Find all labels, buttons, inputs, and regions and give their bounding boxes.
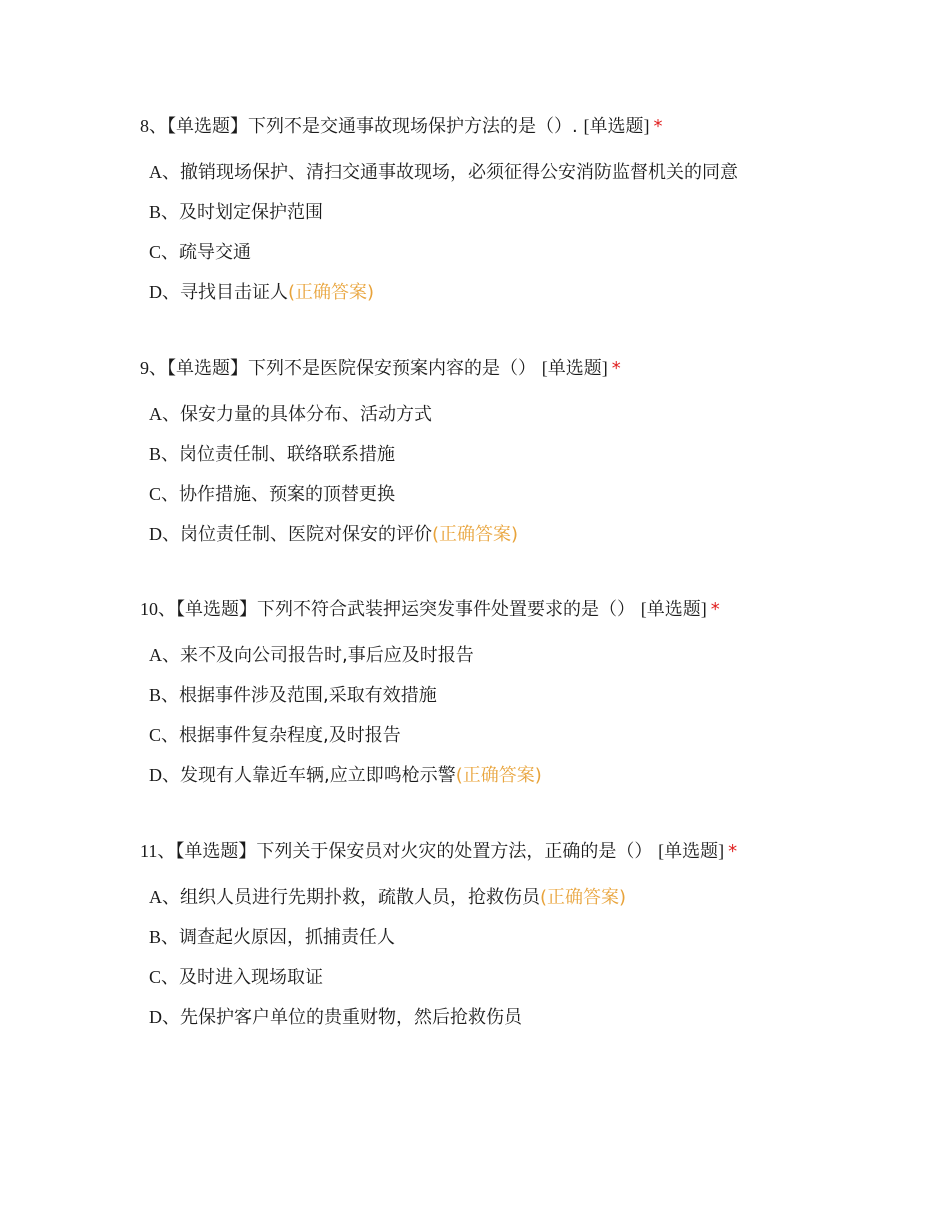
- option-text: 发现有人靠近车辆,应立即鸣枪示警: [180, 765, 456, 786]
- option-letter: A、: [149, 404, 180, 424]
- option-b: [149, 683, 860, 707]
- option-b: [149, 925, 860, 949]
- option-letter: D、: [149, 282, 180, 302]
- option-text: 协作措施、预案的顶替更换: [179, 484, 396, 505]
- question-title: [140, 114, 860, 138]
- question-text: 【单选题】下列不是交通事故现场保护方法的是（）.: [167, 116, 584, 137]
- question-number: 11、: [140, 841, 176, 861]
- option-text: 组织人员进行先期扑救，疏散人员，抢救伤员: [180, 887, 540, 908]
- correct-answer-label: (正确答案): [455, 765, 542, 786]
- question-type-tag: [单选题]: [583, 116, 650, 136]
- options-list: [140, 885, 860, 1029]
- option-text: 及时进入现场取证: [179, 967, 324, 988]
- question-8: [140, 114, 860, 320]
- option-text: 岗位责任制、医院对保安的评价: [180, 524, 432, 545]
- option-letter: D、: [149, 765, 180, 785]
- required-mark: *: [611, 358, 621, 379]
- question-9: [140, 356, 860, 562]
- option-text: 调查起火原因，抓捕责任人: [179, 927, 396, 948]
- question-number: 8、: [140, 116, 167, 136]
- question-title: [140, 356, 860, 380]
- option-letter: C、: [149, 967, 180, 987]
- option-text: 保安力量的具体分布、活动方式: [180, 404, 432, 425]
- option-letter: C、: [149, 484, 180, 504]
- option-text: 岗位责任制、联络联系措施: [179, 444, 396, 465]
- option-b: [149, 442, 860, 466]
- question-type-tag: [单选题]: [658, 841, 725, 861]
- option-text: 来不及向公司报告时,事后应及时报告: [180, 645, 474, 666]
- option-letter: B、: [149, 685, 180, 705]
- option-d: [149, 280, 860, 304]
- option-letter: B、: [149, 202, 180, 222]
- question-text: 【单选题】下列不是医院保安预案内容的是（）: [167, 358, 536, 379]
- option-text: 先保护客户单位的贵重财物，然后抢救伤员: [180, 1007, 522, 1028]
- option-letter: A、: [149, 887, 180, 907]
- option-a: [149, 402, 860, 426]
- question-type-tag: [单选题]: [541, 358, 608, 378]
- option-text: 寻找目击证人: [180, 282, 288, 303]
- question-text: 【单选题】下列关于保安员对火灾的处置方法，正确的是（）: [175, 841, 653, 862]
- option-c: [149, 482, 860, 506]
- required-mark: *: [653, 116, 663, 137]
- option-letter: A、: [149, 162, 180, 182]
- question-title: [140, 839, 860, 863]
- correct-answer-label: (正确答案): [540, 887, 627, 908]
- option-d: [149, 522, 860, 546]
- question-number: 10、: [140, 599, 176, 619]
- correct-answer-label: (正确答案): [288, 282, 375, 303]
- option-letter: B、: [149, 444, 180, 464]
- option-letter: B、: [149, 927, 180, 947]
- option-b: [149, 200, 860, 224]
- required-mark: *: [710, 599, 720, 620]
- question-type-tag: [单选题]: [640, 599, 707, 619]
- required-mark: *: [728, 841, 738, 862]
- question-10: [140, 597, 860, 803]
- option-a: [149, 160, 860, 184]
- option-text: 根据事件复杂程度,及时报告: [179, 725, 401, 746]
- option-c: [149, 240, 860, 264]
- option-d: [149, 1005, 860, 1029]
- option-text: 撤销现场保护、清扫交通事故现场，必须征得公安消防监督机关的同意: [180, 162, 738, 183]
- question-title: [140, 597, 860, 621]
- option-letter: D、: [149, 524, 180, 544]
- option-c: [149, 723, 860, 747]
- correct-answer-label: (正确答案): [432, 524, 519, 545]
- option-letter: D、: [149, 1007, 180, 1027]
- option-letter: A、: [149, 645, 180, 665]
- option-text: 及时划定保护范围: [179, 202, 324, 223]
- option-text: 根据事件涉及范围,采取有效措施: [179, 685, 437, 706]
- option-d: [149, 763, 860, 787]
- option-a: [149, 885, 860, 909]
- question-11: [140, 839, 860, 1045]
- options-list: [140, 160, 860, 304]
- option-letter: C、: [149, 242, 180, 262]
- options-list: [140, 402, 860, 546]
- question-number: 9、: [140, 358, 167, 378]
- option-text: 疏导交通: [179, 242, 252, 263]
- option-c: [149, 965, 860, 989]
- question-text: 【单选题】下列不符合武装押运突发事件处置要求的是（）: [176, 599, 635, 620]
- option-letter: C、: [149, 725, 180, 745]
- option-a: [149, 643, 860, 667]
- options-list: [140, 643, 860, 787]
